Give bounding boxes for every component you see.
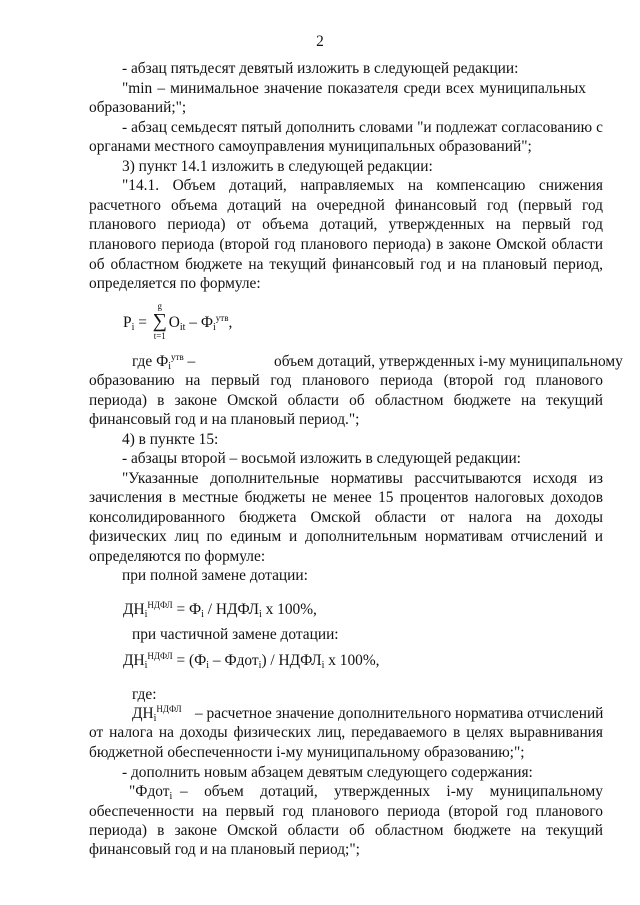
paragraph-line: финансовый год и на плановый период;"; <box>89 841 360 858</box>
paragraph-line: периода) в законе Омской области об областном бюджете на текущий <box>89 822 603 839</box>
paragraph-line: органами местного самоуправления муниципальных образований"; <box>89 138 532 155</box>
formula-partial-replacement: $ДН_i^{НДФЛ} = (Ф_i$ – Фдот$_i$) / $НДФЛ_i$ х 100%, <box>123 651 380 671</box>
paragraph-line: 4) в пункте 15: <box>122 431 219 448</box>
page-number: 2 <box>316 33 324 50</box>
definition-phi-utv: где $Ф_i^{утв}$ – <box>132 352 196 372</box>
paragraph-line: - дополнить новым абзацем девятым следующего содержания: <box>122 764 533 781</box>
paragraph-line: "min – минимальное значение показателя среди всех муниципальных <box>122 80 586 97</box>
paragraph-line: при частичной замене дотации: <box>132 626 339 643</box>
definition-fdot: "Фдот$_i$ <box>129 783 173 802</box>
paragraph-line: об областном бюджете на текущий финансовый год и на плановый период, <box>89 256 603 273</box>
summation-operator: g ∑ t=1 <box>152 301 167 341</box>
paragraph-line: расчетного объема дотаций на очередной финансовый год (первый год <box>89 197 603 214</box>
paragraph-line: где: <box>132 686 157 703</box>
paragraph-line: "Указанные дополнительные нормативы рассчитываются исходя из <box>122 470 603 487</box>
paragraph-line: периода) в законе Омской области об областном бюджете на текущий <box>89 392 603 409</box>
paragraph-line: – расчетное значение дополнительного норматива отчислений <box>195 705 604 722</box>
paragraph-line: - абзац пятьдесят девятый изложить в следующей редакции: <box>122 60 519 77</box>
paragraph-line: от налога на доходы физических лиц, передаваемого в целях выравнивания <box>89 724 603 741</box>
paragraph-line: обеспеченности на первый год планового периода (второй год планового <box>89 803 603 820</box>
paragraph-line: - абзац семьдесят пятый дополнить словами "и подлежат согласованию с <box>122 119 603 136</box>
paragraph-line: – объем дотаций, утвержденных i-му муниципальному <box>180 783 603 800</box>
formula-full-replacement: $ДН_i^{НДФЛ} = Ф_i$ / $НДФЛ_i$ х 100%, <box>123 600 317 620</box>
paragraph-line: планового периода (второй год планового периода) в законе Омской области <box>89 236 603 253</box>
paragraph-line: объем дотаций, утвержденных i-му муниципальному <box>274 353 623 370</box>
paragraph-line: при полной замене дотации: <box>122 567 308 584</box>
definition-dn-ndfl: $ДН_i^{НДФЛ}$ <box>132 704 182 724</box>
paragraph-line: 3) пункт 14.1 изложить в следующей редакции: <box>122 158 433 175</box>
paragraph-line: финансовый год и на плановый период."; <box>89 411 360 428</box>
formula-dotation-compensation: $P_i$ = g ∑ t=1 $O_{it} - Ф_i^{утв}$, <box>123 301 233 341</box>
paragraph-line: образований;"; <box>89 99 187 116</box>
paragraph-line: определяются по формуле: <box>89 548 266 565</box>
paragraph-line: зачисления в местные бюджеты не менее 15 процентов налоговых доходов <box>89 489 603 506</box>
paragraph-line: - абзацы второй – восьмой изложить в следующей редакции: <box>122 450 521 467</box>
paragraph-line: консолидированного бюджета Омской области от налога на доходы <box>89 509 603 526</box>
paragraph-line: "14.1. Объем дотаций, направляемых на компенсацию снижения <box>122 177 603 194</box>
paragraph-line: образованию на первый год планового периода (второй год планового <box>89 372 603 389</box>
paragraph-line: планового периода) от объема дотаций, утвержденных на первый год <box>89 216 603 233</box>
paragraph-line: физических лиц по единым и дополнительным нормативам отчислений и <box>89 528 603 545</box>
paragraph-line: бюджетной обеспеченности i-му муниципальному образованию;"; <box>89 744 525 761</box>
paragraph-line: определяется по формуле: <box>89 275 261 292</box>
